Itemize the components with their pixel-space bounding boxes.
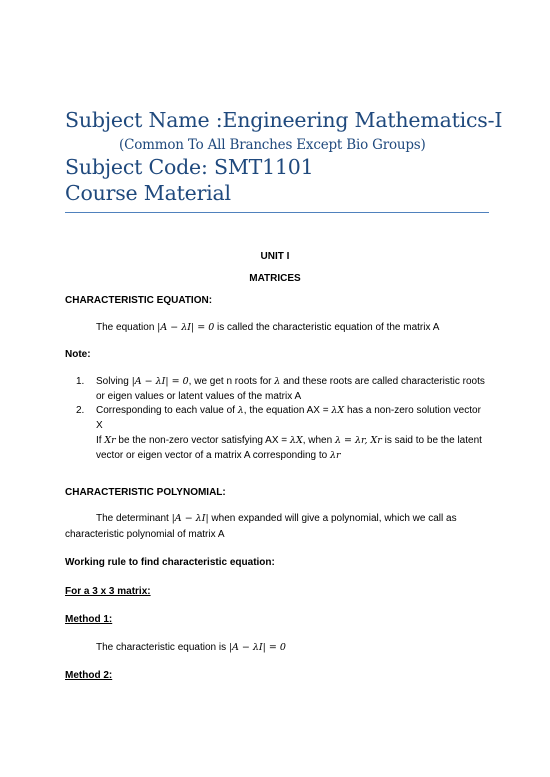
title-divider xyxy=(65,212,489,213)
text-fragment: The determinant xyxy=(96,513,172,524)
text-fragment: is said to be the latent xyxy=(381,435,482,446)
characteristic-polynomial-heading: CHARACTERISTIC POLYNOMIAL: xyxy=(65,487,226,498)
matrix-3x3-heading: For a 3 x 3 matrix: xyxy=(65,586,151,597)
text-fragment: , the equation AX = xyxy=(243,405,332,416)
equation-math: Xr xyxy=(104,435,116,446)
subject-subtitle: (Common To All Branches Except Bio Groups) xyxy=(119,137,426,153)
text-fragment: Solving xyxy=(96,376,132,387)
text-fragment: The equation xyxy=(96,322,158,333)
list-number: 1. xyxy=(76,376,85,387)
characteristic-equation-text xyxy=(96,321,439,334)
text-fragment: Corresponding to each value of xyxy=(96,405,238,416)
method-1-text xyxy=(96,641,286,654)
text-fragment: when expanded will give a polynomial, which we call as xyxy=(208,513,457,524)
working-rule-heading: Working rule to find characteristic equation: xyxy=(65,557,275,568)
equation-math: |A − λI| = 0 xyxy=(131,376,189,387)
equation-math: λX xyxy=(331,405,345,416)
text-fragment: The characteristic equation is xyxy=(96,642,229,653)
note-item-2-line-2: X xyxy=(96,420,103,431)
topic-heading: MATRICES xyxy=(249,273,301,284)
unit-label: UNIT I xyxy=(260,251,290,262)
note-item-2-line-3 xyxy=(96,434,482,447)
text-fragment: If xyxy=(96,435,105,446)
equation-math: |A − λI| = 0 xyxy=(228,642,286,653)
text-fragment: be the non-zero vector satisfying AX = xyxy=(115,435,290,446)
characteristic-equation-heading: CHARACTERISTIC EQUATION: xyxy=(65,295,213,306)
text-fragment: has a non-zero solution vector xyxy=(344,405,481,416)
text-fragment: and these roots are called characteristic roots xyxy=(280,376,485,387)
course-material-heading: Course Material xyxy=(65,181,231,205)
note-item-1-line-1 xyxy=(96,375,485,388)
note-heading: Note: xyxy=(65,349,91,360)
text-fragment: is called the characteristic equation of the matrix A xyxy=(214,322,440,333)
text-fragment: , when xyxy=(302,435,335,446)
equation-math: λr xyxy=(330,450,341,461)
note-item-2-line-1 xyxy=(96,404,481,417)
equation-math: |A − λI| = 0 xyxy=(157,322,215,333)
equation-math: λX xyxy=(289,435,303,446)
note-item-2-line-4 xyxy=(96,449,341,462)
method-1-heading: Method 1: xyxy=(65,614,113,625)
subject-code: Subject Code: SMT1101 xyxy=(65,155,314,179)
list-number: 2. xyxy=(76,405,85,416)
characteristic-polynomial-line-2: characteristic polynomial of matrix A xyxy=(65,529,225,540)
note-item-1-line-2: or eigen values or latent values of the matrix A xyxy=(96,391,302,402)
equation-math: |A − λI| xyxy=(171,513,209,524)
method-2-heading: Method 2: xyxy=(65,670,113,681)
characteristic-polynomial-line-1 xyxy=(96,512,457,525)
text-fragment: , we get n roots for xyxy=(188,376,275,387)
title-block xyxy=(65,107,503,206)
lambda-symbol: λ xyxy=(274,376,281,387)
text-fragment: vector or eigen vector of a matrix A corresponding to xyxy=(96,450,331,461)
equation-math: λ = λr, Xr xyxy=(334,435,382,446)
subject-name: Subject Name :Engineering Mathematics-I xyxy=(65,108,503,132)
lambda-symbol: λ xyxy=(237,405,244,416)
